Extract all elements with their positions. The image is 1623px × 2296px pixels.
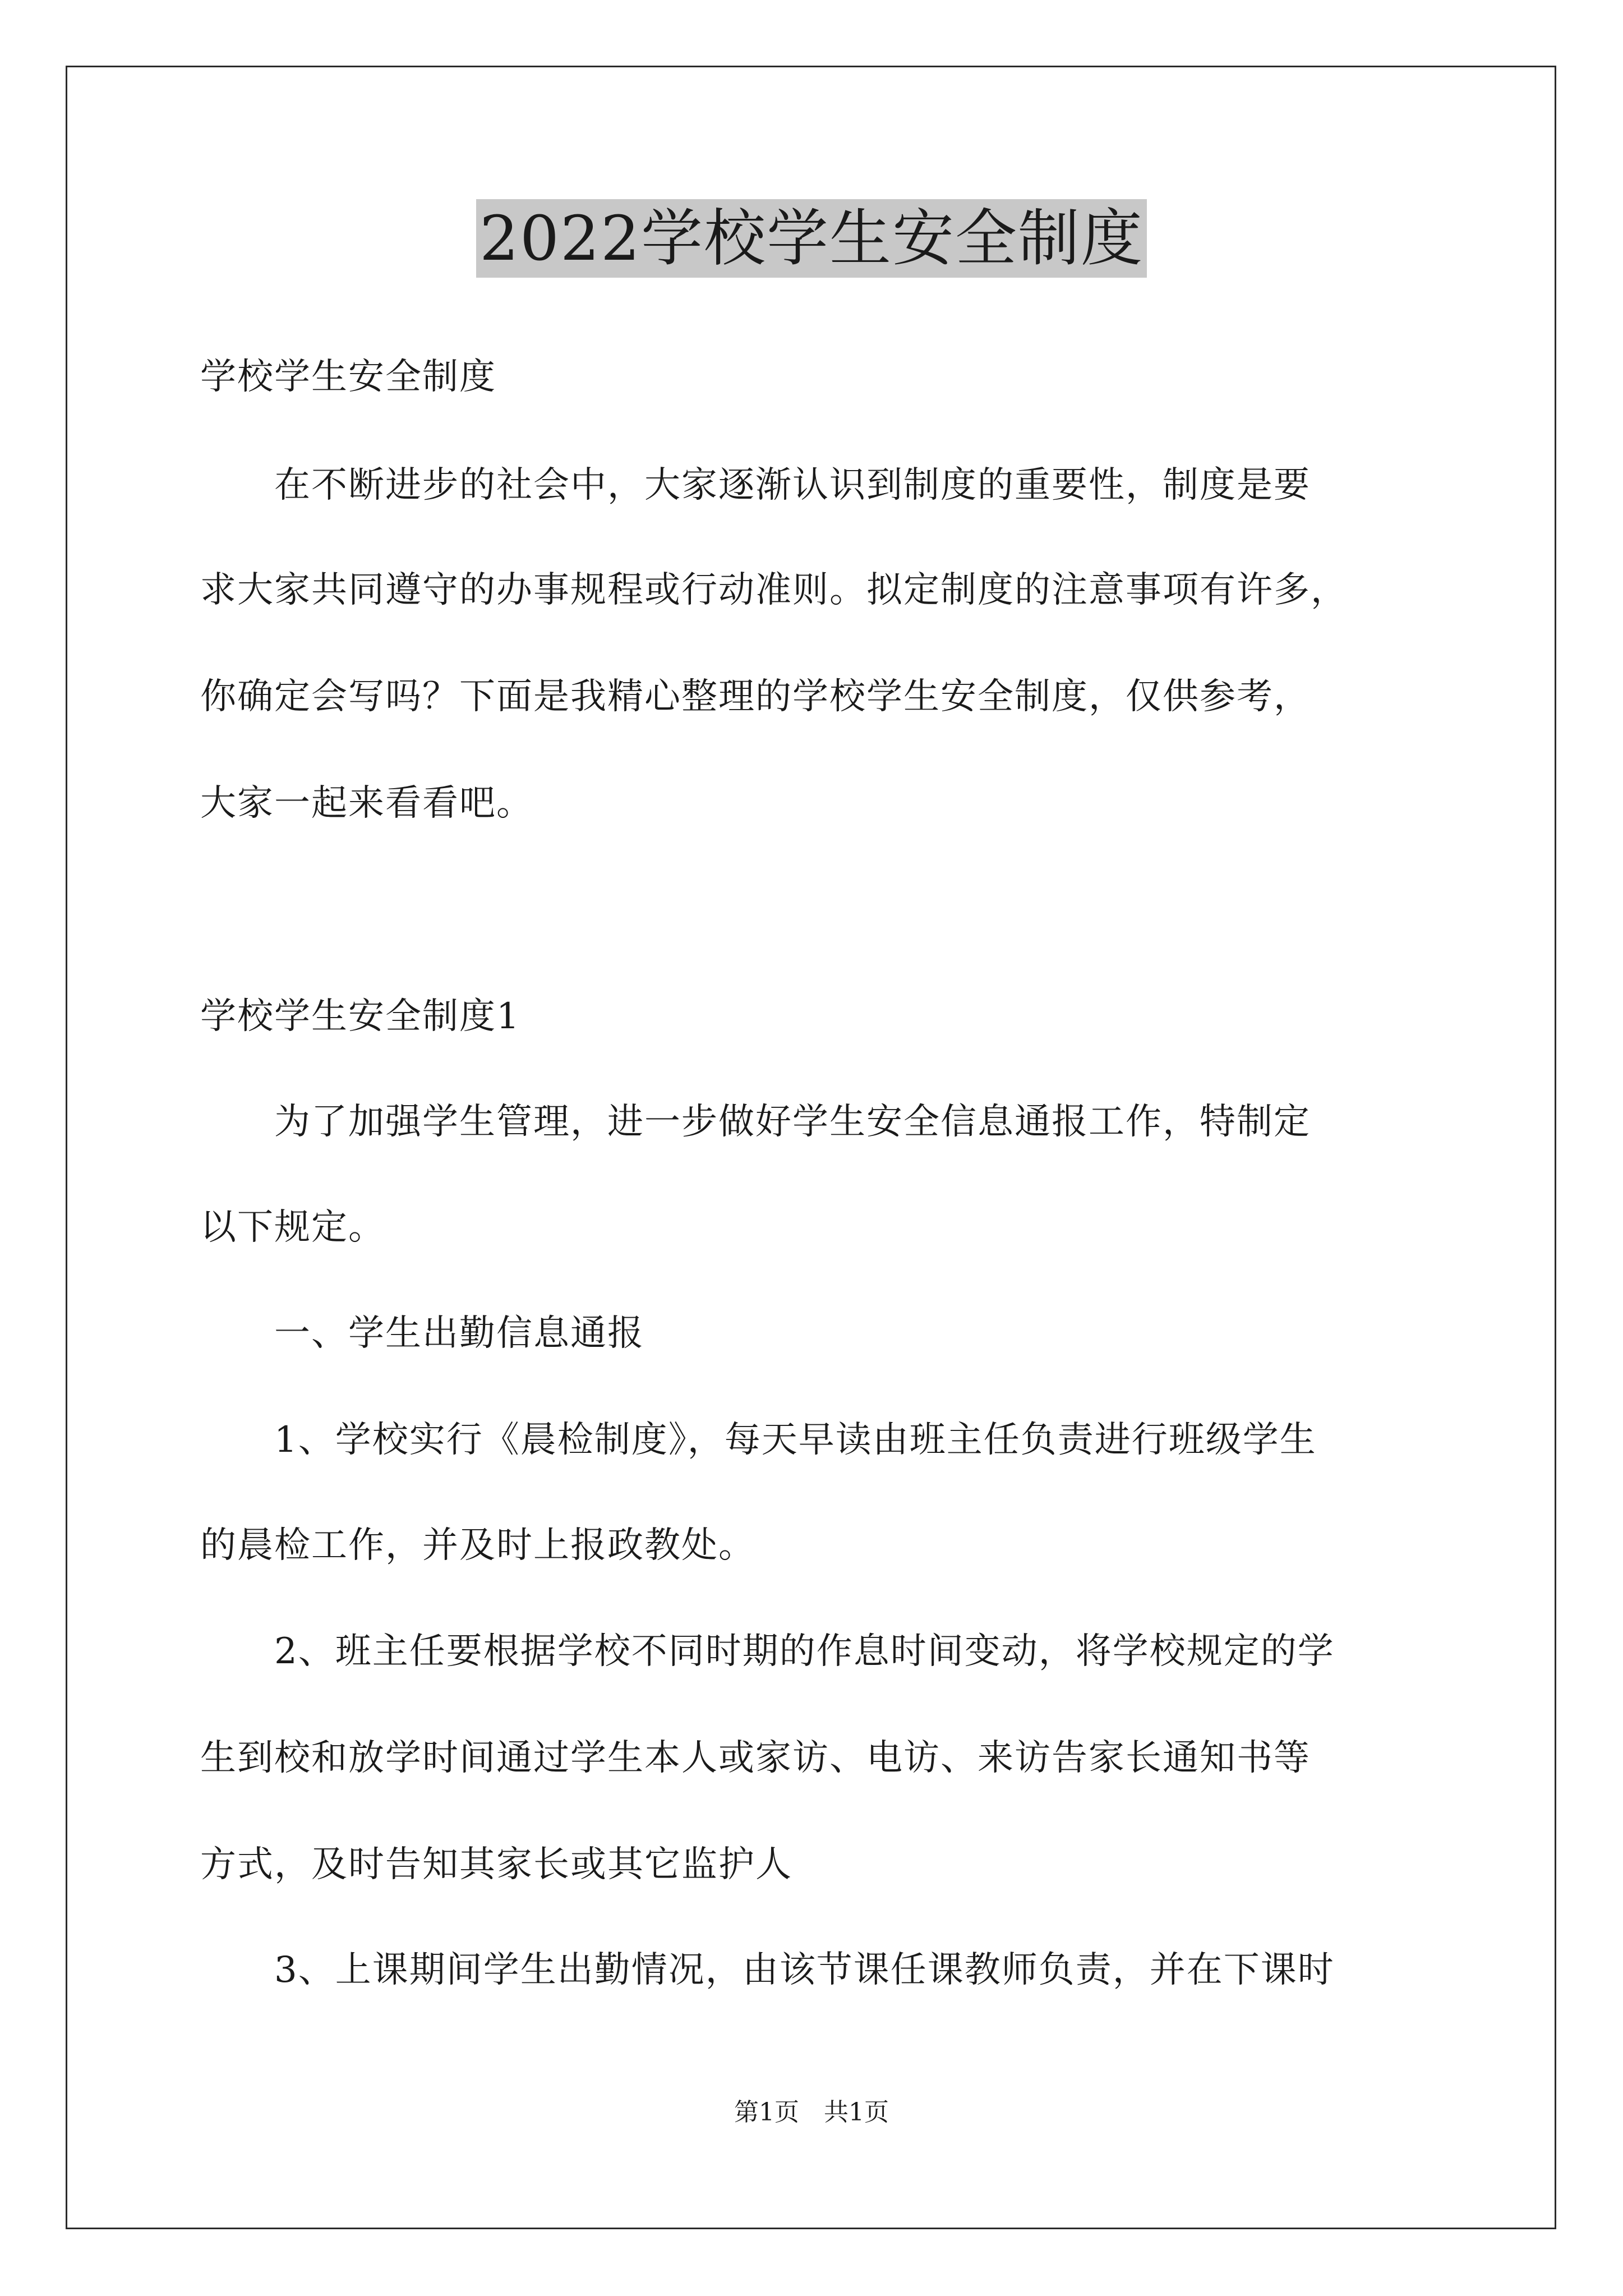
document-title	[0, 199, 1623, 278]
doc-line: 的晨检工作，并及时上报政教处。	[200, 1525, 755, 1566]
doc-line: 求大家共同遵守的办事规程或行动准则。拟定制度的注意事项有许多，	[200, 569, 1348, 611]
doc-line: 2、班主任要根据学校不同时期的作息时间变动，将学校规定的学	[200, 1631, 1335, 1672]
doc-line: 以下规定。	[200, 1207, 385, 1248]
doc-line: 大家一起来看看吧。	[200, 783, 533, 824]
doc-line: 方式，及时告知其家长或其它监护人	[200, 1844, 792, 1885]
document-title-text: 2022学校学生安全制度	[476, 199, 1147, 278]
doc-line: 学校学生安全制度	[200, 356, 496, 398]
doc-line: 你确定会写吗？下面是我精心整理的学校学生安全制度，仅供参考，	[200, 676, 1311, 717]
doc-line: 为了加强学生管理，进一步做好学生安全信息通报工作，特制定	[200, 1101, 1311, 1143]
page-footer: 第1页 共1页	[734, 2098, 889, 2127]
doc-line: 一、学生出勤信息通报	[200, 1313, 644, 1354]
doc-line: 1、学校实行《晨检制度》，每天早读由班主任负责进行班级学生	[200, 1419, 1317, 1461]
doc-line: 生到校和放学时间通过学生本人或家访、电访、来访告家长通知书等	[200, 1737, 1311, 1779]
doc-line: 3、上课期间学生出勤情况，由该节课任课教师负责，并在下课时	[200, 1949, 1335, 1991]
doc-line: 在不断进步的社会中，大家逐渐认识到制度的重要性，制度是要	[200, 464, 1311, 506]
doc-line: 学校学生安全制度1	[200, 996, 520, 1037]
